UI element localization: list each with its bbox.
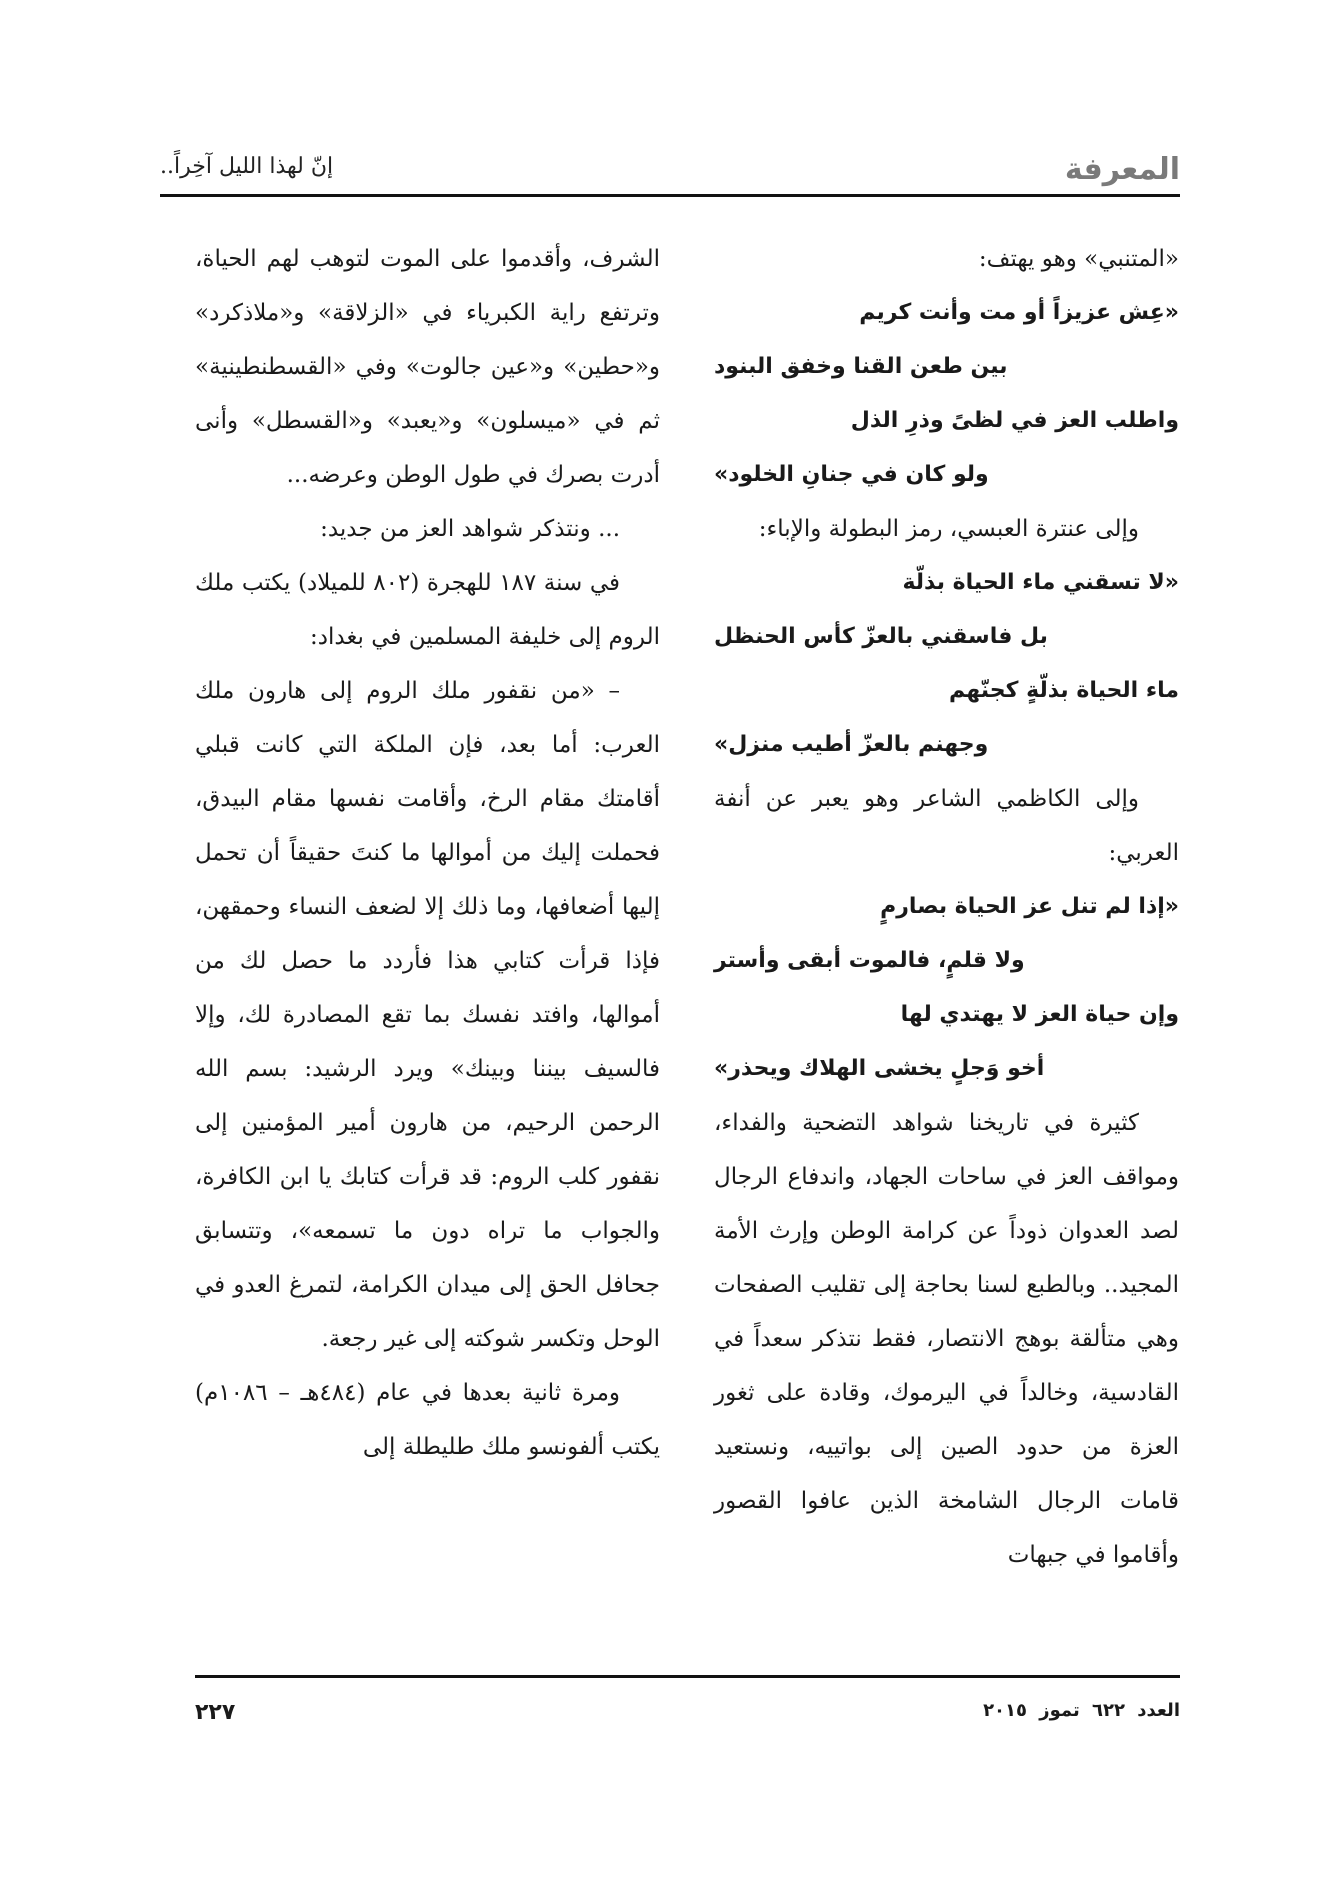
prose-paragraph: وإلى عنترة العبسي، رمز البطولة والإباء: — [758, 516, 1139, 542]
verse-line: ماء الحياة بذلّةٍ كجنّهم — [949, 678, 1179, 703]
running-title: إنّ لهذا الليل آخِراً.. — [160, 154, 334, 179]
verse-line: بين طعن القنا وخفق البنود — [714, 354, 1008, 379]
verse-line: بل فاسقني بالعزّ كأس الحنظل — [714, 624, 1048, 649]
prose-paragraph: ... ونتذكر شواهد العز من جديد: — [320, 516, 620, 542]
right-column — [714, 232, 1179, 1582]
prose-paragraph: «المتنبي» وهو يهتف: — [978, 246, 1179, 272]
verse-line: واطلب العز في لظىً وذرِ الذل — [850, 408, 1179, 433]
prose-paragraph: كثيرة في تاريخنا شواهد التضحية والفداء، ومواقف العز في ساحات الجهاد، واندفاع الرجال لصد العدوان ذوداً عن كرامة الوطن وإرث الأمة المجيد.. وبالطبع لسنا بحاجة إلى تقليب الصفحات وهي متألقة بوهج الانتصار، فقط نتذكر سعداً في القادسية، وخالداً في اليرموك، وقادة على ثغور العزة من حدود الصين إلى بواتييه، ونستعيد قامات الرجال الشامخة الذين عافوا القصور وأقاموا في جبهات — [714, 1110, 1179, 1568]
left-column — [195, 232, 660, 1474]
prose-paragraph: ومرة ثانية بعدها في عام (٤٨٤هـ – ١٠٨٦م) يكتب ألفونسو ملك طليطلة إلى — [195, 1380, 660, 1460]
magazine-logo: المعرفة — [1064, 152, 1180, 187]
prose-paragraph: في سنة ١٨٧ للهجرة (٨٠٢ للميلاد) يكتب ملك الروم إلى خليفة المسلمين في بغداد: — [195, 570, 660, 650]
verse-line: ولو كان في جنانِ الخلود» — [714, 462, 989, 487]
verse-line: «عِش عزيزاً أو مت وأنت كريم — [859, 300, 1179, 325]
verse-line: وإن حياة العز لا يهتدي لها — [900, 1002, 1179, 1027]
verse-line: «لا تسقني ماء الحياة بذلّة — [902, 570, 1179, 595]
page-footer — [195, 1700, 1180, 1734]
prose-paragraph: وإلى الكاظمي الشاعر وهو يعبر عن أنفة العربي: — [714, 786, 1179, 866]
prose-paragraph: – «من نقفور ملك الروم إلى هارون ملك العرب: أما بعد، فإن الملكة التي كانت قبلي أقامتك مقام الرخ، وأقامت نفسها مقام البيدق، فحملت إليك من أموالها ما كنتَ حقيقاً أن تحمل إليها أضعافها، وما ذلك إلا لضعف النساء وحمقهن، فإذا قرأت كتابي هذا فأردد ما حصل لك من أموالها، وافتد نفسك بما تقع المصادرة لك، وإلا فالسيف بيننا وبينك» ويرد الرشيد: بسم الله الرحمن الرحيم، من هارون أمير المؤمنين إلى نقفور كلب الروم: قد قرأت كتابك يا ابن الكافرة، والجواب ما تراه دون ما تسمعه»، وتتسابق جحافل الحق إلى ميدان الكرامة، لتمرغ العدو في الوحل وتكسر شوكته إلى غير رجعة. — [195, 678, 660, 1352]
page-header — [160, 150, 1180, 190]
header-rule — [160, 194, 1180, 197]
verse-line: أخو وَجلٍ يخشى الهلاك ويحذر» — [714, 1056, 1045, 1081]
verse-line: ولا قلمٍ، فالموت أبقى وأستر — [714, 948, 1025, 973]
issue-info: العدد ٦٢٢ تموز ٢٠١٥ — [983, 1700, 1180, 1721]
verse-line: «إذا لم تنل عز الحياة بصارمٍ — [880, 894, 1179, 919]
footer-rule — [195, 1675, 1180, 1678]
verse-line: وجهنم بالعزّ أطيب منزل» — [714, 732, 989, 757]
page-number: ٢٢٧ — [195, 1700, 236, 1725]
prose-paragraph: الشرف، وأقدموا على الموت لتوهب لهم الحياة، وترتفع راية الكبرياء في «الزلاقة» و«ملاذكرد» و«حطين» و«عين جالوت» وفي «القسطنطينية» ثم في «ميسلون» و«يعبد» و«القسطل» وأنى أدرت بصرك في طول الوطن وعرضه... — [195, 246, 660, 488]
